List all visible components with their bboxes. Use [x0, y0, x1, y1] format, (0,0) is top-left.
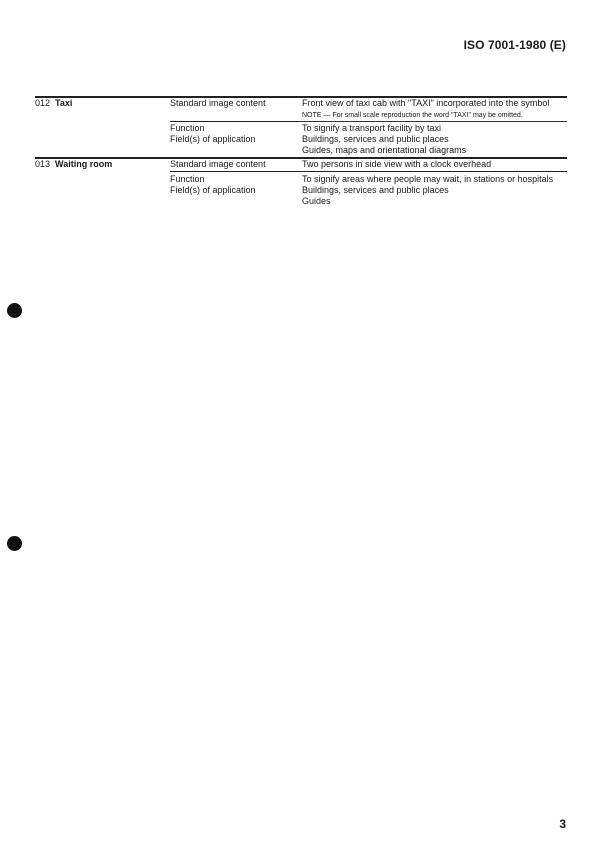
page-number: 3	[559, 817, 566, 831]
image-content-label: Standard image content	[170, 98, 266, 108]
entry-heading	[35, 159, 112, 170]
function-label: Function	[170, 174, 205, 184]
application-item: Guides, maps and orientational diagrams	[302, 145, 467, 155]
application-item: Buildings, services and public places	[302, 134, 449, 144]
entry-number: 013	[35, 159, 51, 169]
entry-title: Waiting room	[55, 159, 113, 169]
application-list	[302, 185, 449, 207]
application-item: Buildings, services and public places	[302, 185, 449, 195]
punch-hole	[7, 303, 22, 318]
image-content-text: Front view of taxi cab with "TAXI" incorporated into the symbol	[302, 98, 550, 108]
entry-section-rule	[298, 121, 567, 122]
entry-section-rule	[170, 171, 567, 172]
image-content-label: Standard image content	[170, 159, 266, 169]
function-text: To signify a transport facility by taxi	[302, 123, 442, 133]
function-text: To signify areas where people may wait, in stations or hospitals	[302, 174, 554, 184]
application-list	[302, 134, 466, 156]
application-label: Field(s) of application	[170, 185, 256, 195]
entry-title: Taxi	[55, 98, 73, 108]
document-header: ISO 7001-1980 (E)	[463, 38, 566, 52]
image-content-text: Two persons in side view with a clock overhead	[302, 159, 492, 169]
entry-section-rule	[170, 121, 298, 122]
punch-hole	[7, 536, 22, 551]
entry-heading	[35, 98, 72, 109]
application-item: Guides	[302, 196, 331, 206]
image-content-note: NOTE — For small scale reproduction the word "TAXI" may be omitted.	[302, 112, 523, 119]
function-label: Function	[170, 123, 205, 133]
application-label: Field(s) of application	[170, 134, 256, 144]
entry-number: 012	[35, 98, 51, 108]
